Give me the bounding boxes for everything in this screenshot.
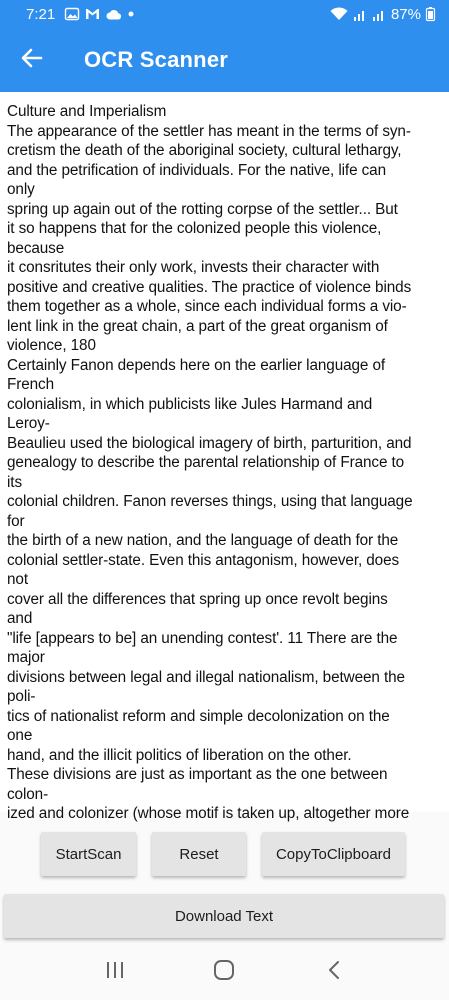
- ocr-line: French: [7, 376, 55, 393]
- wifi-icon: [330, 7, 348, 21]
- ocr-line: "life [appears to be] an unending contest'. 11 There are the: [7, 629, 398, 647]
- ocr-text-area[interactable]: [0, 92, 449, 822]
- back-button[interactable]: [4, 28, 60, 92]
- ocr-line: colonial settler-state. Even this antagonism, however, does: [7, 551, 400, 569]
- arrow-left-icon: [21, 48, 43, 73]
- ocr-line: it so happens that for the colonized people this violence,: [7, 220, 382, 237]
- home-icon: [213, 959, 235, 986]
- status-left: [26, 6, 134, 23]
- ocr-line: not: [7, 571, 28, 588]
- ocr-line: and: [7, 610, 33, 627]
- ocr-line: These divisions are just as important as the one between: [7, 766, 388, 783]
- start-scan-button[interactable]: StartScan: [41, 832, 136, 876]
- nav-back-button[interactable]: [304, 952, 364, 992]
- ocr-line: Culture and Imperialism: [7, 103, 167, 120]
- signal-icon: [353, 8, 367, 21]
- status-bar: [0, 0, 449, 28]
- ocr-line: the birth of a new nation, and the language of death for the: [7, 532, 399, 549]
- recents-button[interactable]: [85, 952, 145, 992]
- ocr-line: for: [7, 512, 25, 530]
- ocr-line: ized and colonizer (whose motif is taken up, altogether more: [7, 805, 410, 822]
- gmail-icon: [85, 8, 100, 20]
- signal-icon: [372, 8, 386, 21]
- system-nav-bar: [0, 944, 449, 1000]
- ocr-line: colonial children. Fanon reverses things, using that language: [7, 493, 413, 510]
- ocr-line: only: [7, 181, 35, 198]
- ocr-line: divisions between legal and illegal nationalism, between the: [7, 668, 405, 686]
- copy-to-clipboard-button[interactable]: CopyToClipboard: [262, 832, 405, 876]
- ocr-line: Leroy-: [7, 415, 50, 432]
- recents-icon: [105, 961, 125, 984]
- ocr-line: spring up again out of the rotting corpse of the settler... But: [7, 200, 398, 218]
- ocr-line: colonialism, in which publicists like Jules Harmand and: [7, 395, 373, 413]
- battery-percent: 87%: [390, 5, 421, 23]
- app-title: OCR Scanner: [84, 47, 229, 72]
- ocr-line: major: [7, 649, 45, 666]
- ocr-line: poli-: [7, 688, 36, 705]
- ocr-line: them together as a whole, since each individual forms a vio-: [7, 298, 407, 315]
- download-text-button[interactable]: Download Text: [4, 894, 444, 938]
- ocr-line: Beaulieu used the biological imagery of birth, parturition, and: [7, 434, 412, 452]
- ocr-line: hand, and the illicit politics of liberation on the other.: [7, 746, 352, 764]
- ocr-line: cretism the death of the aboriginal society, cultural lethargy,: [7, 142, 402, 159]
- ocr-line: The appearance of the settler has meant in the terms of syn-: [7, 122, 411, 140]
- status-right: [330, 6, 435, 23]
- ocr-line: Certainly Fanon depends here on the earlier language of: [7, 356, 386, 374]
- ocr-line: tics of nationalist reform and simple decolonization on the: [7, 707, 390, 725]
- ocr-line: positive and creative qualities. The practice of violence binds: [7, 278, 412, 296]
- ocr-line: it consritutes their only work, invests their character with: [7, 259, 380, 276]
- ocr-line: lent link in the great chain, a part of the great organism of: [7, 317, 388, 335]
- ocr-line: its: [7, 473, 22, 491]
- ocr-line: because: [7, 239, 65, 257]
- ocr-line: colon-: [7, 785, 49, 803]
- status-time: 7:21: [26, 5, 56, 23]
- reset-button[interactable]: Reset: [152, 832, 246, 876]
- ocr-line: and the petrification of individuals. For the native, life can: [7, 161, 386, 179]
- ocr-line: cover all the differences that spring up once revolt begins: [7, 590, 388, 608]
- ocr-line: one: [7, 727, 33, 744]
- gallery-icon: [65, 8, 79, 20]
- cloud-icon: [106, 9, 122, 20]
- ocr-line: genealogy to describe the parental relationship of France to: [7, 454, 405, 471]
- back-chevron-icon: [327, 960, 341, 985]
- ocr-line: violence, 180: [7, 337, 96, 354]
- action-buttons: [0, 832, 449, 878]
- app-bar: [0, 28, 449, 92]
- battery-icon: [426, 7, 435, 21]
- home-button[interactable]: [194, 952, 254, 992]
- dot-icon: [128, 11, 134, 17]
